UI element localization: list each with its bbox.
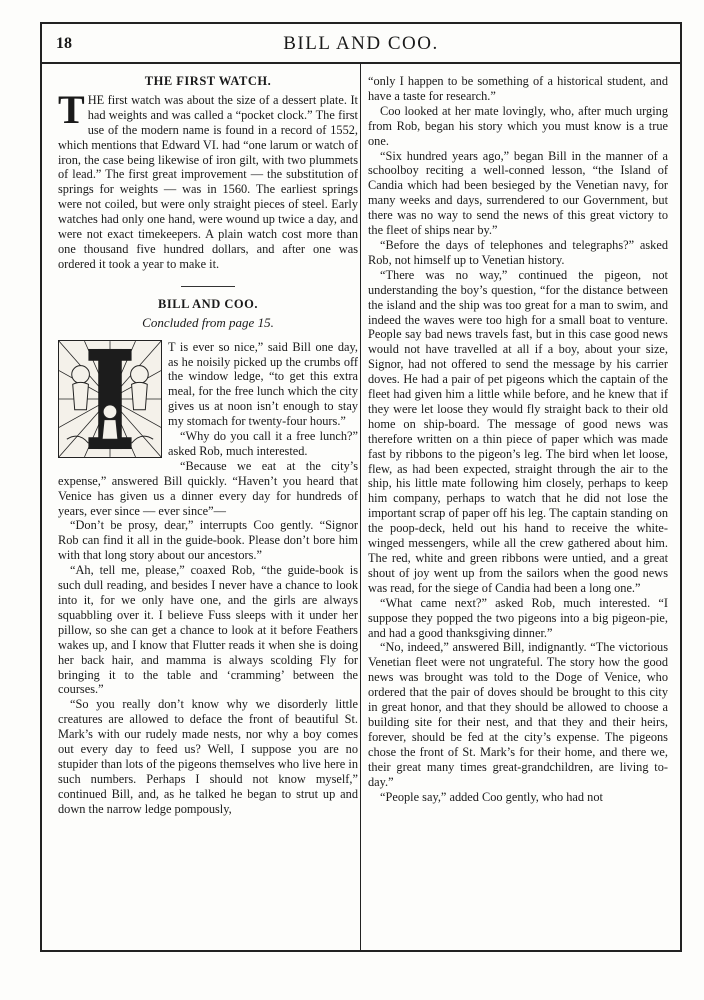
story-paragraph: “Don’t be prosy, dear,” interrupts Coo gently. “Signor Rob can find it all in the guide-book. Please don’t bore him with that long story about our ancestors.” xyxy=(58,518,358,563)
column-divider xyxy=(360,64,361,952)
story-paragraph: “So you really don’t know why we disorderly little creatures are allowed to deface the front of beautiful St. Mark’s with our rudely made nests, nor why a boy comes out every day to feed us? Well, I suppose you are no stupider than lots of the pigeons themselves who live here in such numbers. Perhaps I should not know myself,” continued Bill, and, as he talked he began to strut up and down the narrow ledge pompously, xyxy=(58,697,358,816)
page-number: 18 xyxy=(56,35,72,52)
story-paragraph: “What came next?” asked Rob, much interested. “I suppose they popped the two pigeons into a big pigeon-pie, and had a good thanksgiving dinner.” xyxy=(368,595,668,640)
right-column xyxy=(368,74,668,804)
illustration-icon xyxy=(59,341,161,457)
page-header xyxy=(42,24,680,64)
story-paragraph: T is ever so nice,” said Bill one day, as he noisily picked up the crumbs off the window ledge, “to get this extra meal, for the free lunch which the city gives us at noon isn’t enough to stay my stomach for twenty-four hours.” xyxy=(168,339,358,429)
story-paragraph: “Six hundred years ago,” began Bill in the manner of a schoolboy reciting a well-conned lesson, “the Island of Candia which had been besieged by the Venetian navy, for many weeks and days, surrendered to our Government, but there was no way to send the news of this great victory to the fleet of ships near by.” xyxy=(368,148,668,238)
story-paragraph: “Before the days of telephones and telegraphs?” asked Rob, not himself up to Venetian history. xyxy=(368,237,668,267)
woodcut-initial-illustration xyxy=(58,340,162,458)
story-paragraph: “Because we eat at the city’s expense,” answered Bill quickly. “Haven’t you heard that Venice has given us a dinner every day for hundreds of years, ever since — ever since”— xyxy=(58,458,358,518)
first-watch-dropcap: T xyxy=(58,86,85,132)
story-paragraph: “There was no way,” continued the pigeon, not understanding the boy’s question, “for the distance between the island and the ship was too great for a man to swim, and indeed the waves were too high for a small boat to venture. People say bad news travels fast, but in this case good news would not have travelled at all if a boy, about your size, Signor, had not offered to send the message by his carrier doves. He had a pair of pet pigeons which the captain of the fleet had given him a little while before, and he knew that if they were let loose they would fly straight back to their old home on ship-board. The message of good news was therefore written on a thin piece of paper which was made fast by ribbons to the pigeon’s leg. The bird when let loose, flew, as had been expected, straight through the air to the ship, his little mate following him closely, perhaps to keep him company, perhaps to watch that he did not lose the important scrap of paper off his leg. The captain standing on the poop-deck, held out his hand to receive the white-winged messengers, while all the crew gathered about him. The red, white and green ribbons were untied, and a great shout of joy went up from the sailors when the good news was read, for the siege of Candia had been a long one.” xyxy=(368,267,668,595)
story-paragraph: “People say,” added Coo gently, who had not xyxy=(380,789,603,804)
story-paragraph: “Why do you call it a free lunch?” asked Rob, much interested. xyxy=(168,429,358,458)
story-paragraph: “No, indeed,” answered Bill, indignantly. “The victorious Venetian fleet were not ungrateful. The story how the good news was brought was told to the Doge of Venice, who ordered that the pair of doves should be brought to this city in great honor, and that they should be allowed to choose a building site for their nest, and that they and their heirs, forever, should be fed at the city’s expense. The pigeons chose the front of St. Mark’s for their home, and there we, their great many times great-grandchildren, are living to-day.” xyxy=(368,640,668,789)
running-title: BILL AND COO. xyxy=(283,33,439,54)
first-watch-body xyxy=(58,86,358,272)
first-watch-heading: THE FIRST WATCH. xyxy=(144,74,272,88)
magazine-page xyxy=(40,22,682,952)
story-paragraph: “Ah, tell me, please,” coaxed Rob, “the guide-book is such dull reading, and besides I never have a chance to look into it, for we only have one, and the girls are always squabbling over it. I believe Fuss sleeps with it under her pillow, so she can get a chance to look at it before Feathers wakes up, and I know that Flutter reads it when she is doing her back hair, and mamma is always scolding Fly for bringing it to the table and ‘cramming’ between the courses.” xyxy=(58,563,358,697)
story-paragraph: Coo looked at her mate lovingly, who, after much urging from Rob, began his story which you must know is a true one. xyxy=(368,103,668,148)
story-paragraph: “only I happen to be something of a historical student, and have a taste for research.” xyxy=(368,74,668,103)
left-column xyxy=(58,74,358,817)
story-heading: BILL AND COO. xyxy=(158,296,258,311)
section-rule xyxy=(181,286,235,287)
story-subheading: Concluded from page 15. xyxy=(142,314,274,330)
first-watch-text: HE first watch was about the size of a dessert plate. It had weights and was called a “pocket clock.” The first use of the modern name is found in a record of 1552, which mentions that Edward VI. had “one larum or watch of iron, the case being likewise of iron gilt, with two plummets of lead.” The first great improvement — the substitution of springs for weights — was in 1560. The earliest springs were not coiled, but were only straight pieces of steel. Early watches had only one hand, were wound up twice a day, and were not exact timekeepers. A plain watch cost more than one thousand five hundred dollars, and after one was ordered it took a year to make it. xyxy=(58,92,358,271)
